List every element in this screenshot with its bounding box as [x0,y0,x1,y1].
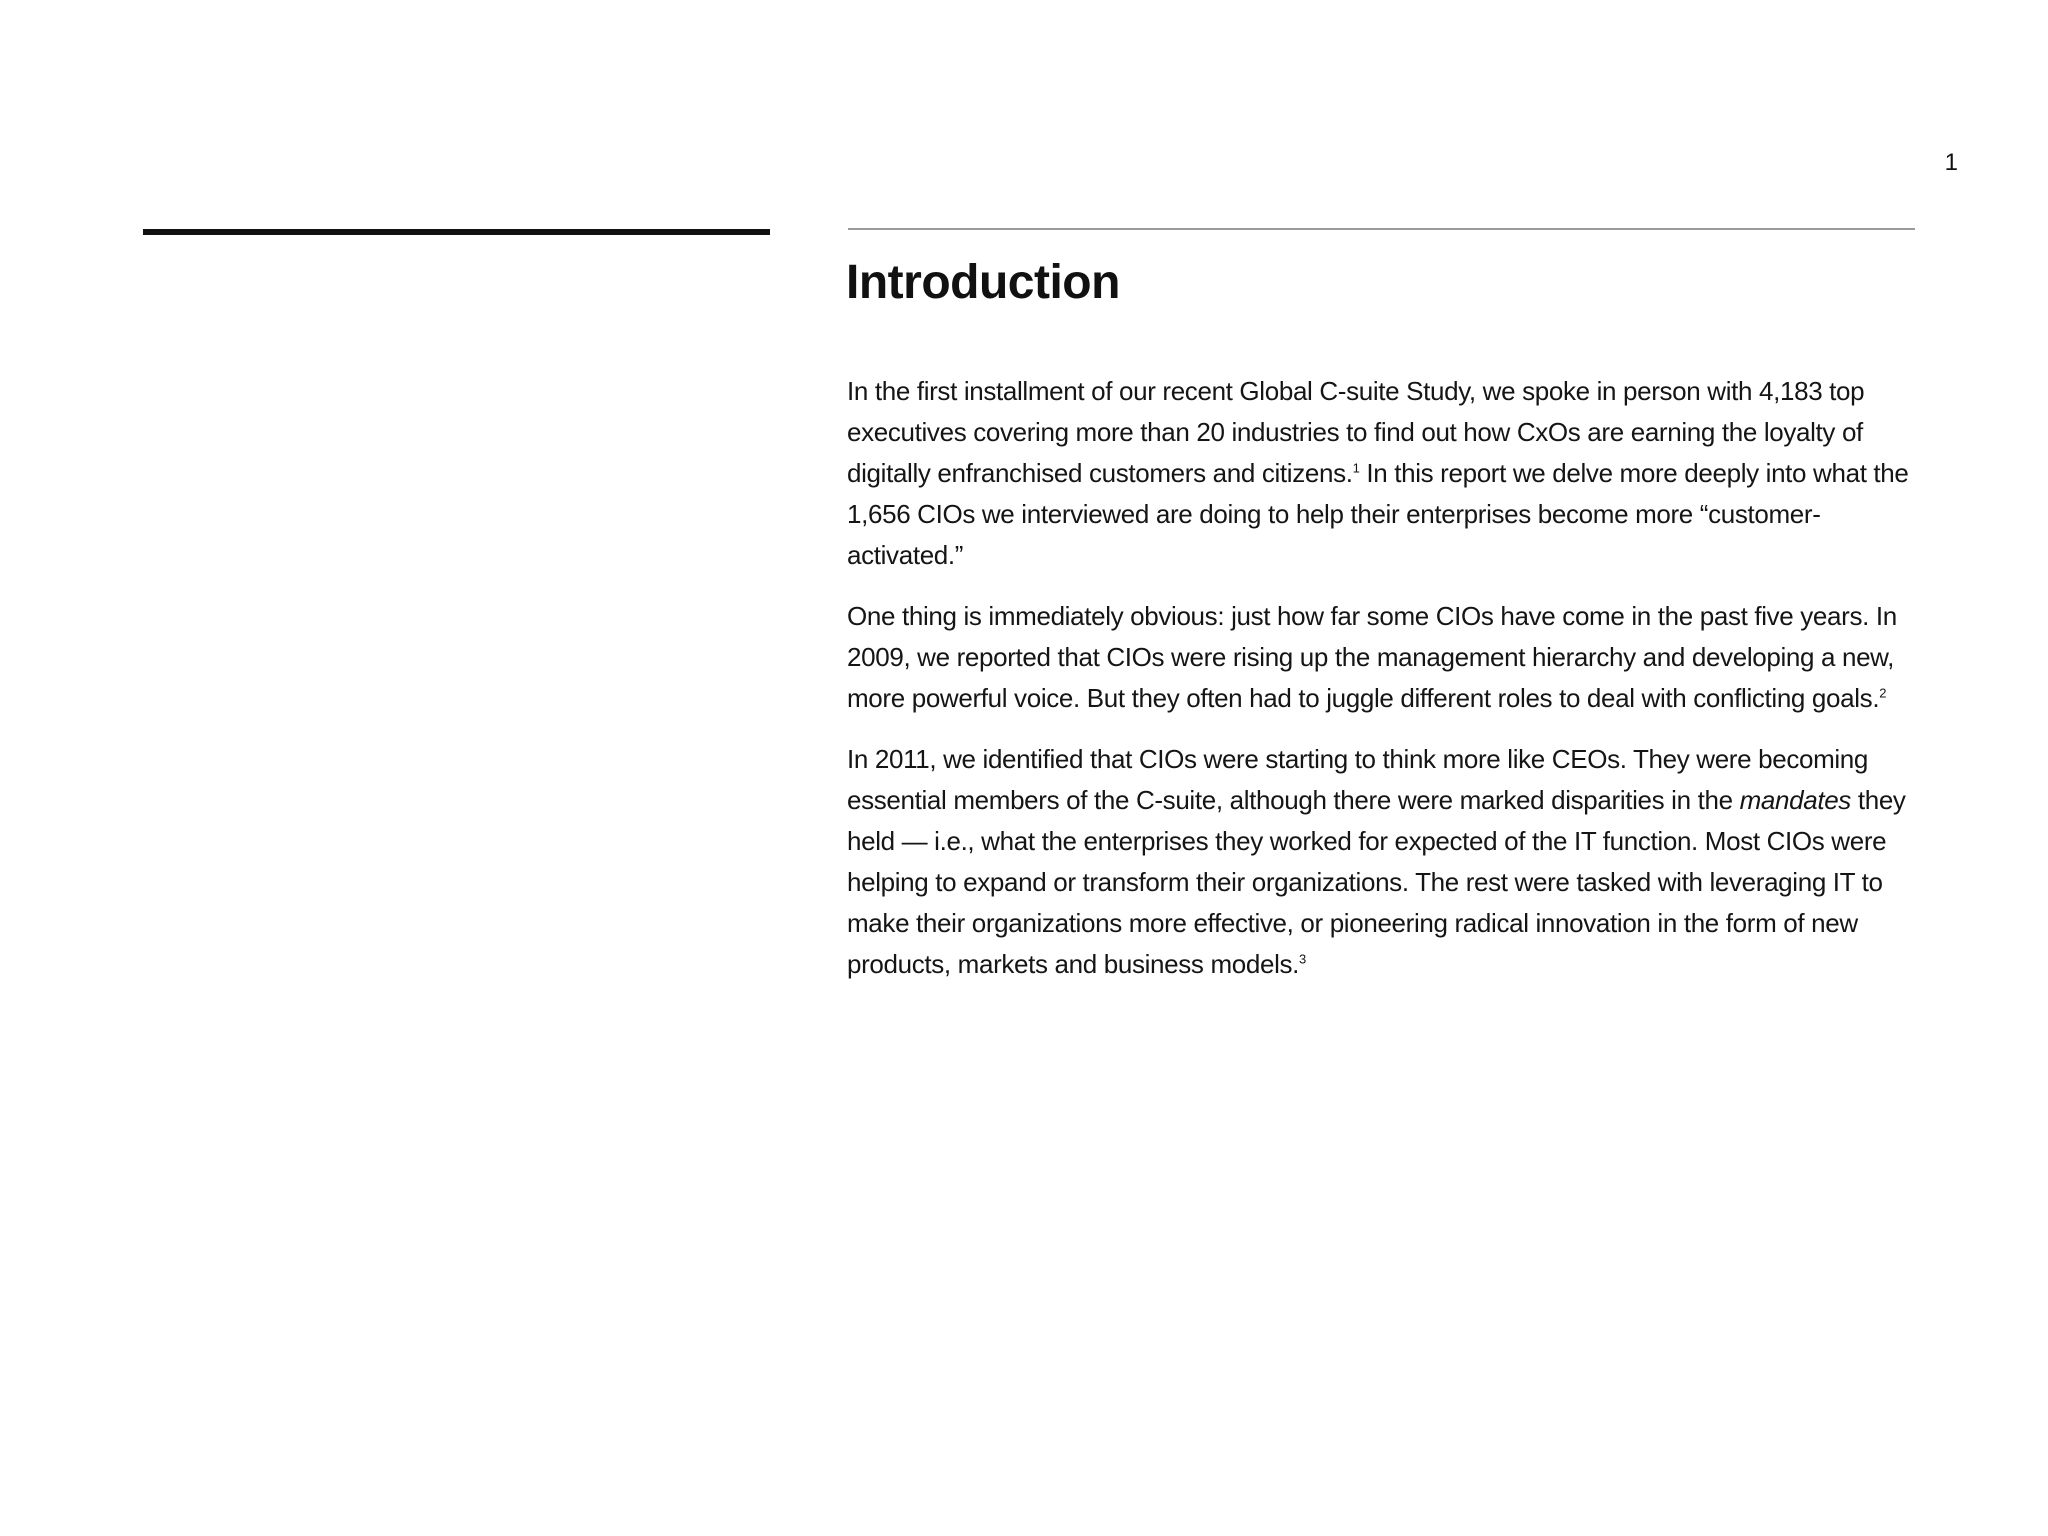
paragraph-3-text-part-2: they held — i.e., what the enterprises they worked for expected of the IT function. Most CIOs were helping to expand or transform their organizations. The rest were tasked with leveraging IT to make their organizations more effective, or pioneering radical innovation in the form of new products, markets and business models. [847,785,1906,979]
paragraph-2-text: One thing is immediately obvious: just how far some CIOs have come in the past five years. In 2009, we reported that CIOs were rising up the management hierarchy and developing a new, more powerful voice. But they often had to juggle different roles to deal with conflicting goals. [847,601,1897,713]
intro-paragraph-1 [847,371,1919,576]
footnote-marker-1: 1 [1352,460,1360,476]
footnote-marker-2: 2 [1879,685,1887,701]
intro-paragraph-3 [847,739,1919,985]
page-number: 1 [1944,149,1958,176]
left-section-rule [143,229,770,235]
paragraph-3-text-part-1: In 2011, we identified that CIOs were starting to think more like CEOs. They were becoming essential members of the C-suite, although there were marked disparities in the [847,744,1869,815]
intro-paragraph-2 [847,596,1919,719]
page-title: Introduction [846,256,1120,309]
paragraph-3-emphasis: mandates [1739,785,1851,815]
footnote-marker-3: 3 [1299,951,1306,967]
article-body [847,371,1919,1005]
right-section-rule [848,228,1915,230]
paragraph-1-text-part-2: In this report we delve more deeply into what the 1,656 CIOs we interviewed are doing to help their enterprises become more “customer-activated.” [847,458,1909,570]
paragraph-1-text-part-1: In the first installment of our recent Global C-suite Study, we spoke in person with 4,183 top executives covering more than 20 industries to find out how CxOs are earning the loyalty of digitally enfranchised customers and citizens. [847,376,1865,488]
